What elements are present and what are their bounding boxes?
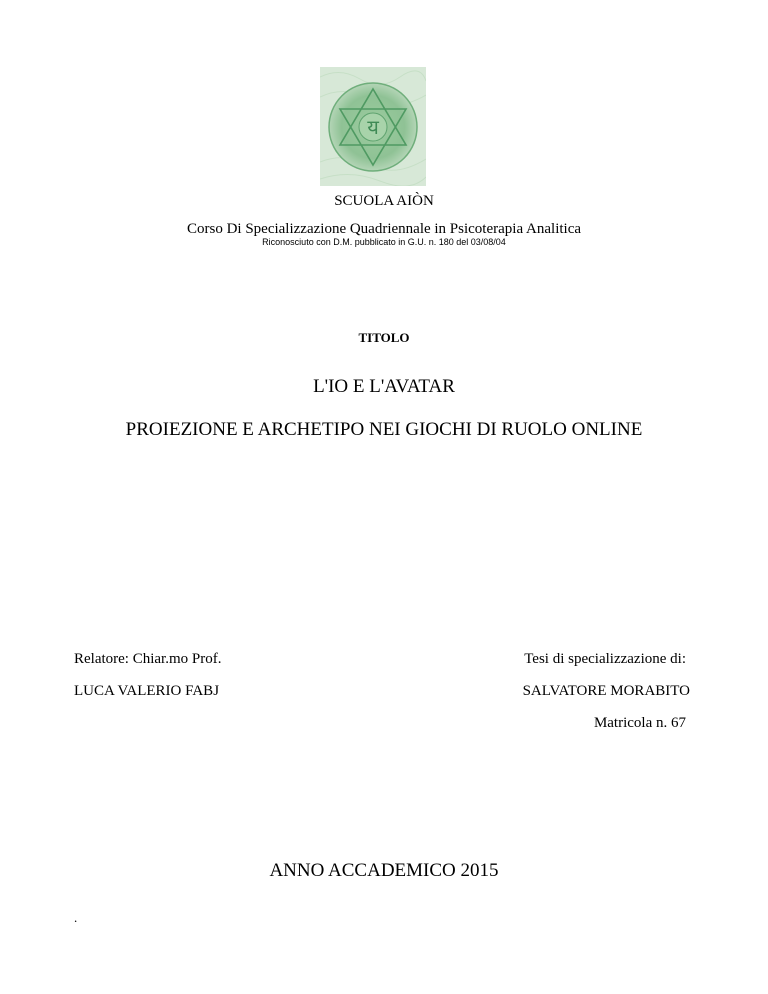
recognition-note: Riconosciuto con D.M. pubblicato in G.U. n. 180 del 03/08/04 [262, 237, 506, 247]
academic-year: ANNO ACCADEMICO 2015 [269, 860, 499, 881]
school-logo [320, 67, 426, 186]
advisor-label: Relatore: Chiar.mo Prof. [74, 651, 222, 667]
thesis-title: L'IO E L'AVATAR [313, 376, 455, 397]
svg-text:य: य [367, 115, 379, 139]
author-label: Tesi di specializzazione di: [524, 651, 686, 667]
author-name: SALVATORE MORABITO [522, 683, 690, 699]
student-id: Matricola n. 67 [593, 715, 686, 731]
advisor-name: LUCA VALERIO FABJ [74, 683, 220, 699]
stray-mark: . [74, 910, 78, 925]
title-label: TITOLO [358, 330, 410, 345]
course-name: Corso Di Specializzazione Quadriennale in Psicoterapia Analitica [186, 221, 582, 237]
thesis-subtitle: PROIEZIONE E ARCHETIPO NEI GIOCHI DI RUOLO ONLINE [125, 419, 643, 440]
school-name: SCUOLA AIÒN [334, 193, 434, 209]
